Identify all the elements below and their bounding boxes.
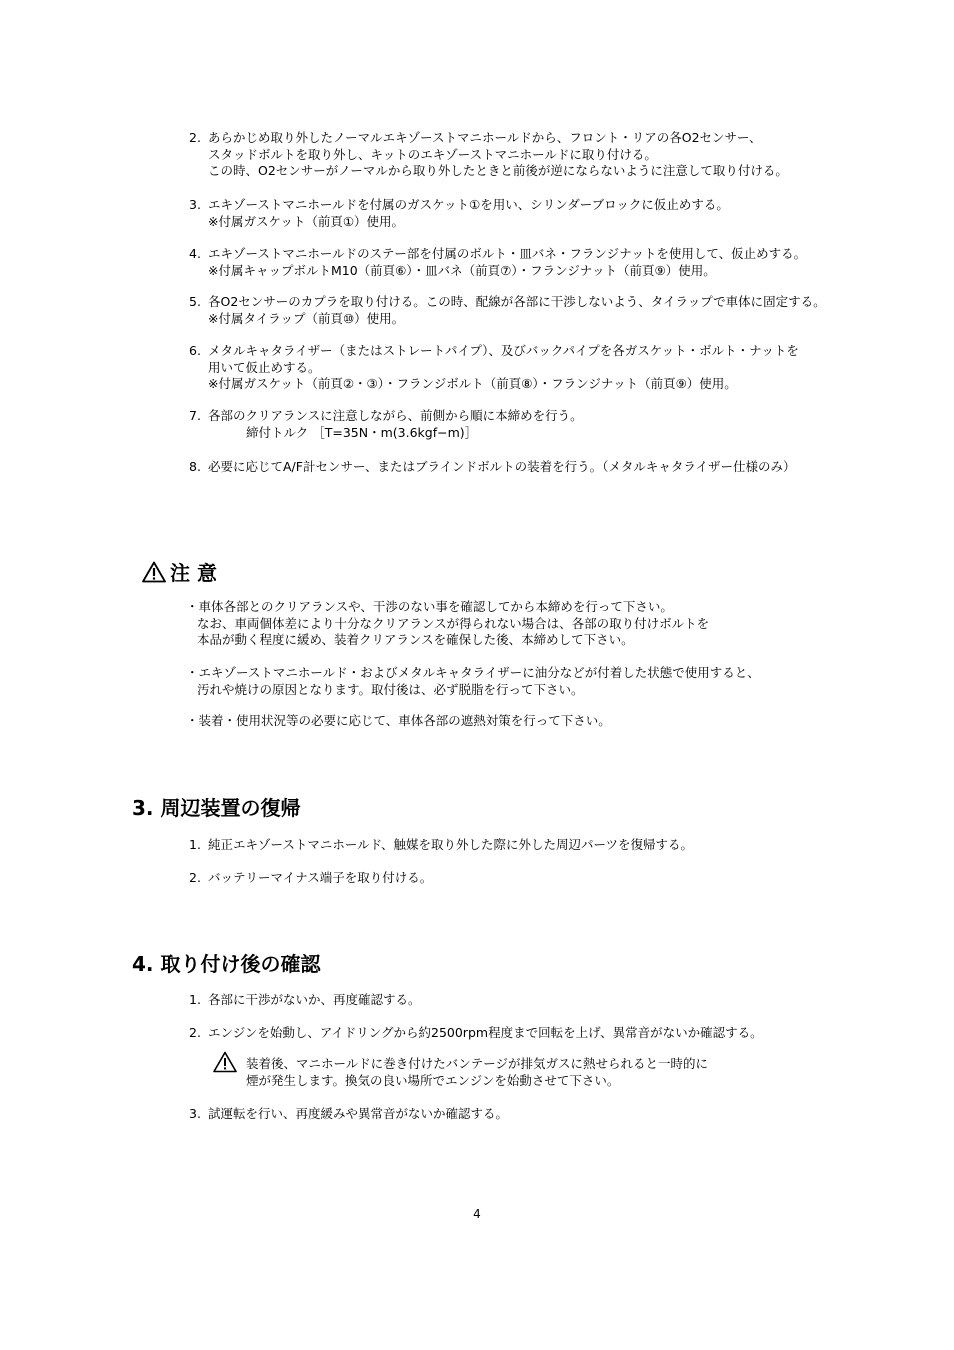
step-text: バッテリーマイナス端子を取り付ける。 [208,870,433,885]
step-note: ※付属キャップボルトM10（前頁⑥）・皿バネ（前頁⑦）・フランジナット（前頁⑨）使用。 [208,262,716,278]
step-text: 各O2センサーのカプラを取り付ける。この時、配線が各部に干渉しないよう、タイラップで車体に固定する。 [208,294,826,309]
step-number: 2. [189,870,201,885]
step-number: 1. [189,992,201,1007]
step-text: メタルキャタライザー（またはストレートパイプ）、及びバックパイプを各ガスケット・ボルト・ナットを [208,343,799,358]
caution-note-1 [186,599,709,649]
step-text: 純正エキゾーストマニホールド、触媒を取り外した際に外した周辺パーツを復帰する。 [208,837,694,852]
warning-text: 煙が発生します。換気の良い場所でエンジンを始動させて下さい。 [246,1072,620,1088]
torque-spec: 締付トルク ［T=35N・m(3.6kgf−m)］ [246,424,478,440]
step-number: 5. [189,294,201,309]
step-text: 必要に応じてA/F計センサー、またはブラインドボルトの装着を行う。（メタルキャタライザー仕様のみ） [208,459,796,474]
step-text: この時、O2センサーがノーマルから取り外したときと前後が逆にならないように注意して取り付ける。 [208,163,788,178]
step-number: 7. [189,408,201,423]
note-text: なお、車両個体差により十分なクリアランスが得られない場合は、各部の取り付けボルトを [197,615,710,631]
caution-note-2 [186,665,760,698]
warning-triangle-icon [142,561,166,583]
step-text: エンジンを始動し、アイドリングから約2500rpm程度まで回転を上げ、異常音がないか確認する。 [208,1025,763,1040]
step-number: 2. [189,130,201,145]
step-text: 各部のクリアランスに注意しながら、前側から順に本締めを行う。 [208,408,583,423]
step-text: あらかじめ取り外したノーマルエキゾーストマニホールドから、フロント・リアの各O2センサー、 [208,130,762,145]
note-text: ・エキゾーストマニホールド・およびメタルキャタライザーに油分などが付着した状態で使用すると、 [186,665,760,680]
note-text: 汚れや焼けの原因となります。取付後は、必ず脱脂を行って下さい。 [197,681,584,697]
step-number: 8. [189,459,201,474]
step-text: エキゾーストマニホールドを付属のガスケット①を用い、シリンダーブロックに仮止めする。 [208,197,729,212]
step-number: 1. [189,837,201,852]
caution-note-3 [186,713,611,730]
section-4-title: 4. 取り付け後の確認 [132,952,321,976]
step-number: 3. [189,1106,201,1121]
section-3-title: 3. 周辺装置の復帰 [132,796,301,820]
step-text: 用いて仮止めする。 [208,359,321,375]
step-text: 試運転を行い、再度緩みや異常音がないか確認する。 [208,1106,509,1121]
step-text: エキゾーストマニホールドのステー部を付属のボルト・皿バネ・フランジナットを使用して、仮止めする。 [208,246,807,261]
caution-heading [142,561,217,585]
step-text: スタッドボルトを取り外し、キットのエキゾーストマニホールドに取り付ける。 [208,146,657,162]
note-text: ・装着・使用状況等の必要に応じて、車体各部の遮熱対策を行って下さい。 [186,713,611,728]
step-number: 4. [189,246,201,261]
step-number: 2. [189,1025,201,1040]
step-text: 各部に干渉がないか、再度確認する。 [208,992,421,1007]
step-note: ※付属ガスケット（前頁②・③）・フランジボルト（前頁⑧）・フランジナット（前頁⑨）使用。 [208,376,737,391]
step-number: 6. [189,343,201,358]
note-text: 本品が動く程度に緩め、装着クリアランスを確保した後、本締めして下さい。 [197,632,634,647]
step-number: 3. [189,197,201,212]
step-note: ※付属タイラップ（前頁⑩）使用。 [208,310,405,326]
warning-text: 装着後、マニホールドに巻き付けたバンテージが排気ガスに熱せられると一時的に [246,1056,709,1071]
note-text: ・車体各部とのクリアランスや、干渉のない事を確認してから本締めを行って下さい。 [186,599,673,614]
page-number: 4 [473,1207,481,1221]
step-note: ※付属ガスケット（前頁①）使用。 [208,213,405,229]
warning-triangle-icon [213,1051,237,1073]
caution-title: 注 意 [170,561,217,585]
